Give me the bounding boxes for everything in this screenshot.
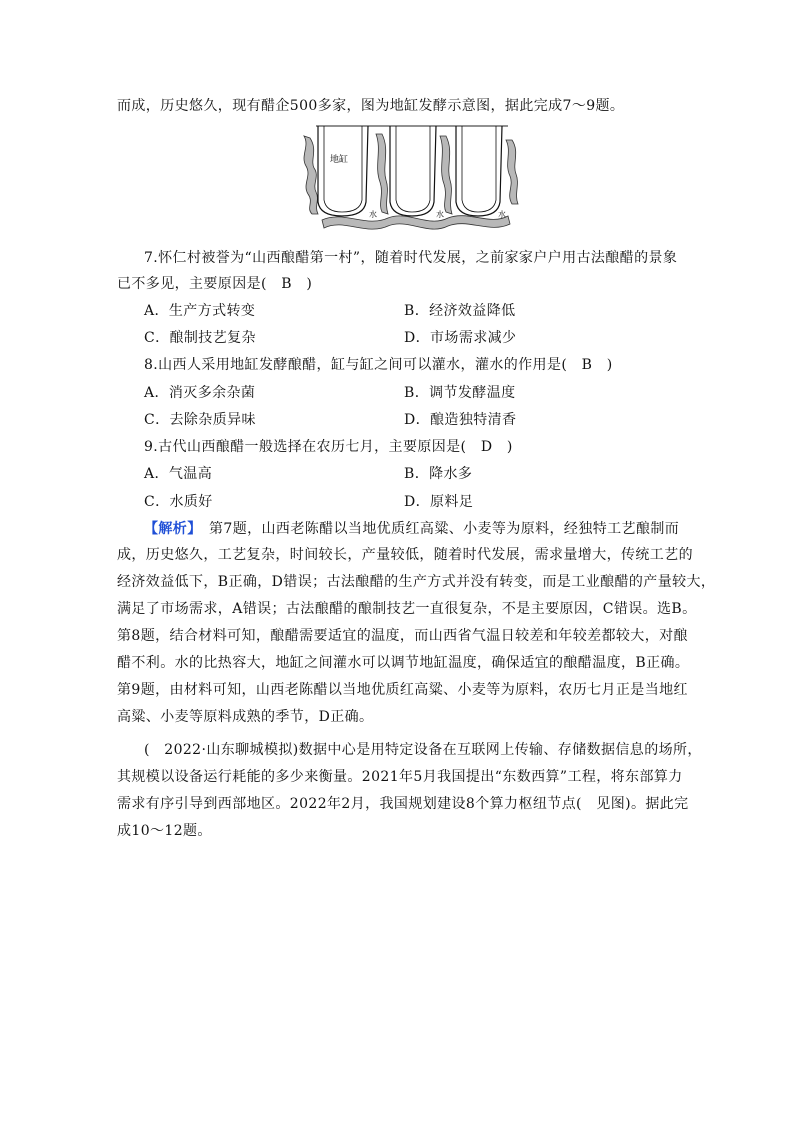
vat-1-inner [324,126,362,212]
q9-option-b: B．降水多 [404,466,473,482]
analysis-line6: 醋不利。水的比热容大，地缸之间灌水可以调节地缸温度，确保适宜的酿醋温度，B正确。 [117,655,690,671]
vat-1 [318,126,368,216]
label-vat: 地缸 [330,155,349,165]
label-water-2: 水 [436,210,444,219]
analysis-line7: 第9题，由材料可知，山西老陈醋以当地优质红高粱、小麦等为原料，农历七月正是当地红 [117,682,688,698]
q8-option-b: B．调节发酵温度 [404,385,516,401]
q9-option-a: A．气温高 [144,466,213,482]
q9-option-c: C．水质好 [144,494,213,510]
analysis-line5: 第8题，结合材料可知，酿醋需要适宜的温度，而山西省气温日较差和年较差都较大，对酿 [117,628,688,644]
q7-stem-line2: 已不多见，主要原因是( B ) [117,276,313,292]
material-line3: 需求有序引导到西部地区。2022年2月，我国规划建设8个算力枢纽节点( 见图)。据此完 [117,796,689,812]
analysis-line1 [144,519,679,539]
q7-option-a: A．生产方式转变 [144,303,256,319]
material-line2: 其规模以设备运行耗能的多少来衡量。2021年5月我国提出“东数西算”工程，将东部算力 [117,769,683,785]
intro-line: 而成，历史悠久，现有醋企500多家，图为地缸发酵示意图，据此完成7～9题。 [117,98,625,114]
water-channel [322,216,510,229]
label-water-3: 水 [498,210,506,219]
q7-option-c: C．酿制技艺复杂 [144,330,256,346]
analysis-text-1: 第7题，山西老陈醋以当地优质红高粱、小麦等为原料，经独特工艺酿制而 [209,521,680,537]
analysis-tag: 【解析】 [144,521,195,537]
q8-option-a: A．消灭多余杂菌 [144,385,256,401]
soil-gap-1 [376,134,388,214]
q7-stem-line1: 7.怀仁村被誉为“山西酿醋第一村”，随着时代发展，之前家家户户用古法酿醋的景象 [144,250,678,266]
material-line4: 成10～12题。 [117,823,212,839]
vat-fermentation-figure [296,122,524,240]
q9-option-d: D．原料足 [404,494,474,510]
q8-option-c: C．去除杂质异味 [144,412,256,428]
material-line1: ( 2022·山东聊城模拟)数据中心是用特定设备在互联网上传输、存储数据信息的场所， [144,742,702,758]
soil-left [304,136,318,214]
q8-option-d: D．酿造独特清香 [404,412,517,428]
q8-stem: 8.山西人采用地缸发酵酿醋，缸与缸之间可以灌水，灌水的作用是( B ) [144,357,613,373]
soil-gap-2 [440,136,452,214]
soil-right [506,140,518,204]
q9-stem: 9.古代山西酿醋一般选择在农历七月，主要原因是( D ) [144,439,513,455]
analysis-line3: 经济效益低下，B正确，D错误；古法酿醋的生产方式并没有转变，而是工业酿醋的产量较大， [117,574,716,590]
analysis-line2: 成，历史悠久，工艺复杂，时间较长，产量较低，随着时代发展，需求量增大，传统工艺的 [117,547,693,563]
vat-2-inner [396,126,430,212]
label-water-1: 水 [369,210,377,219]
analysis-line8: 高粱、小麦等原料成熟的季节，D正确。 [117,709,374,725]
analysis-line4: 满足了市场需求，A错误；古法酿醋的酿制技艺一直很复杂，不是主要原因，C错误。选B。 [117,601,697,617]
q7-option-d: D．市场需求减少 [404,330,517,346]
vat-diagram [296,122,524,240]
vat-3-inner [462,126,496,212]
q7-option-b: B．经济效益降低 [404,303,516,319]
